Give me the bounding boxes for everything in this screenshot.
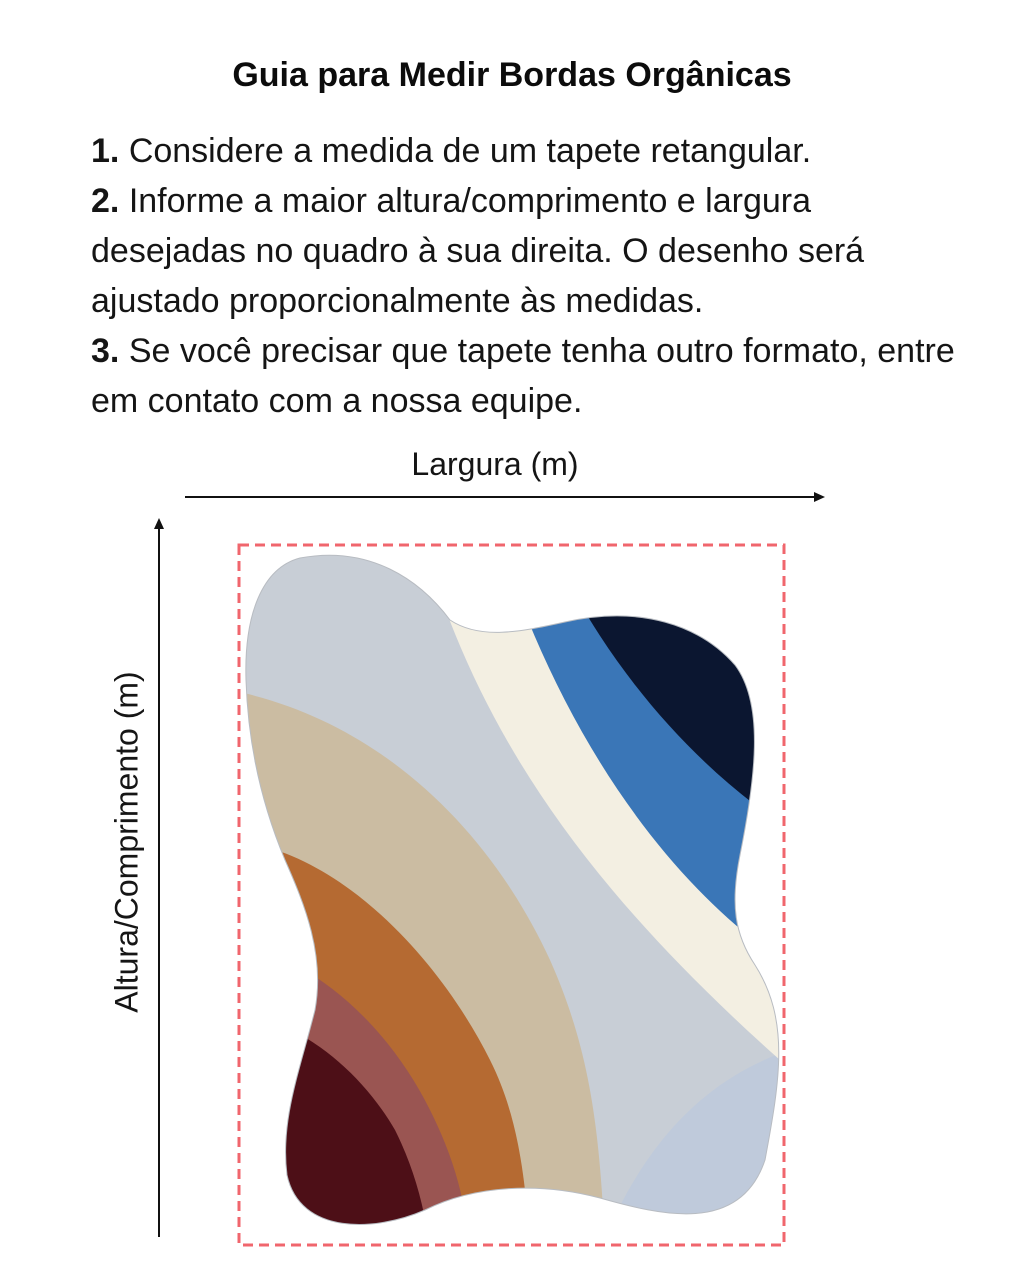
height-arrow-head bbox=[154, 518, 164, 529]
height-label: Altura/Comprimento (m) bbox=[108, 671, 145, 1013]
page-title: Guia para Medir Bordas Orgânicas bbox=[232, 56, 792, 94]
organic-rug bbox=[230, 530, 790, 1250]
step-text: Informe a maior altura/comprimento e largura desejadas no quadro à sua direita. O desenho será ajustado proporcionalmente às medidas. bbox=[91, 182, 865, 320]
step-number: 1. bbox=[91, 132, 120, 170]
step-text: Se você precisar que tapete tenha outro formato, entre em contato com a nossa equipe. bbox=[91, 332, 955, 420]
width-arrow-head bbox=[814, 492, 825, 502]
width-label: Largura (m) bbox=[411, 446, 579, 482]
step-number: 2. bbox=[91, 182, 120, 220]
step-text: Considere a medida de um tapete retangular. bbox=[128, 132, 812, 170]
step-number: 3. bbox=[91, 332, 120, 370]
